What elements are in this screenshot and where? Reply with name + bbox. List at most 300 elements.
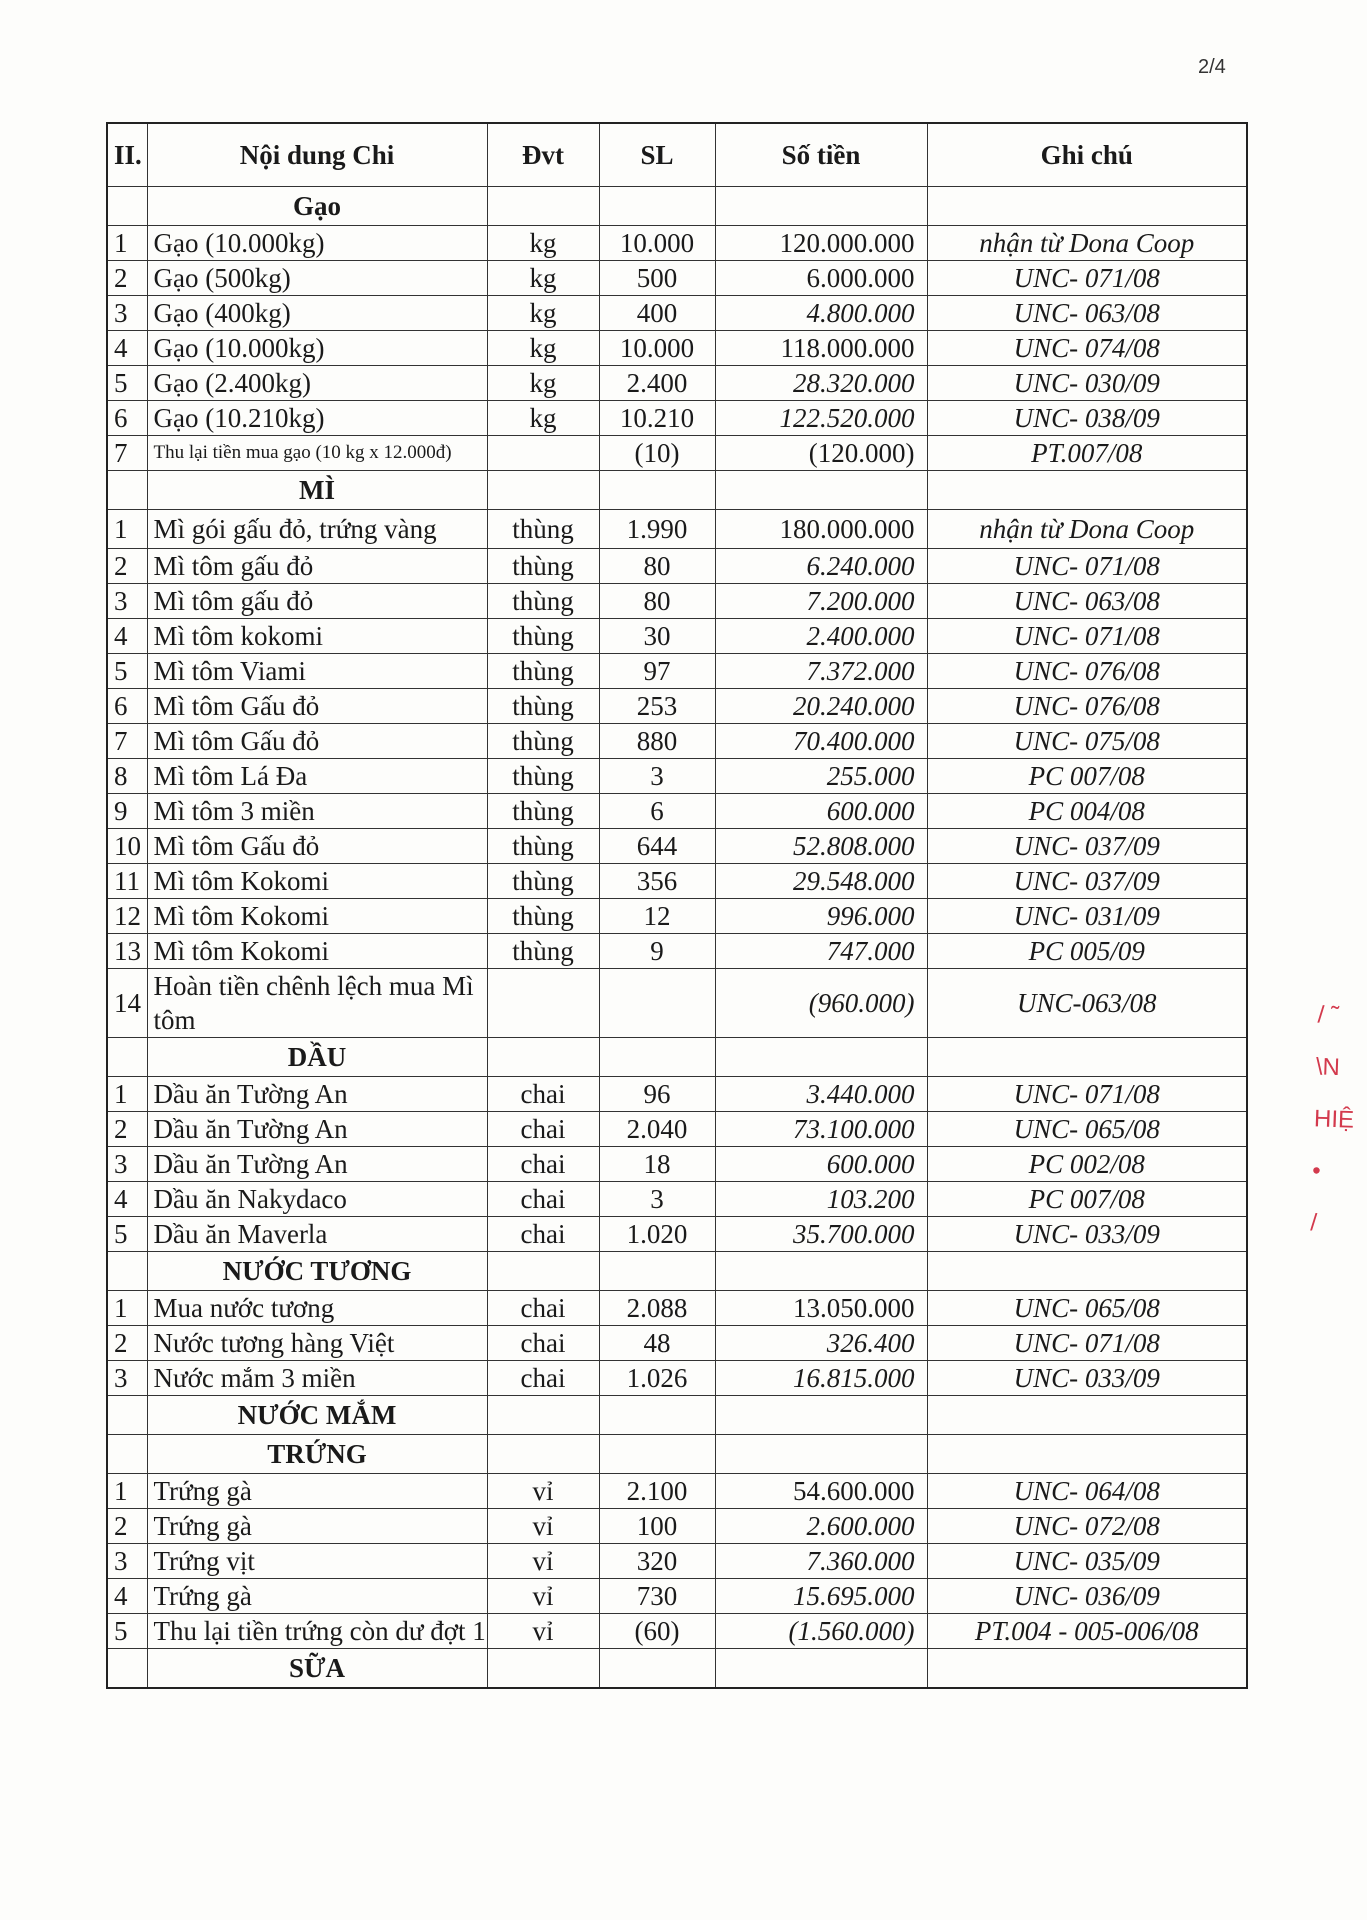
item-quantity: 18 xyxy=(599,1147,715,1182)
section-empty-cell xyxy=(599,1396,715,1435)
section-row xyxy=(107,1649,1247,1689)
table-row xyxy=(107,401,1247,436)
item-unit: kg xyxy=(487,226,599,261)
section-empty-cell xyxy=(487,187,599,226)
item-name: Gạo (10.210kg) xyxy=(147,401,487,436)
section-empty-cell xyxy=(599,471,715,510)
section-row xyxy=(107,471,1247,510)
row-number: 6 xyxy=(107,689,147,724)
item-note: UNC- 076/08 xyxy=(927,689,1247,724)
item-unit: chai xyxy=(487,1217,599,1252)
section-empty-cell xyxy=(487,471,599,510)
item-note: UNC- 030/09 xyxy=(927,366,1247,401)
row-number: 10 xyxy=(107,829,147,864)
col-unit-header: Đvt xyxy=(487,123,599,187)
item-name: Mì gói gấu đỏ, trứng vàng xyxy=(147,510,487,549)
item-unit: thùng xyxy=(487,829,599,864)
row-number: 2 xyxy=(107,1112,147,1147)
item-unit: vỉ xyxy=(487,1509,599,1544)
table-row xyxy=(107,864,1247,899)
item-unit: chai xyxy=(487,1361,599,1396)
item-quantity: 730 xyxy=(599,1579,715,1614)
item-note: UNC- 071/08 xyxy=(927,1077,1247,1112)
item-quantity: 10.000 xyxy=(599,331,715,366)
stamp-line: \N xyxy=(1315,1053,1341,1082)
item-quantity: 10.210 xyxy=(599,401,715,436)
stamp-line: • xyxy=(1311,1157,1322,1185)
section-empty-cell xyxy=(599,1252,715,1291)
section-empty-cell xyxy=(715,187,927,226)
item-unit: chai xyxy=(487,1147,599,1182)
item-name: Gạo (400kg) xyxy=(147,296,487,331)
item-name: Nước mắm 3 miền xyxy=(147,1361,487,1396)
item-note: UNC- 063/08 xyxy=(927,296,1247,331)
item-quantity: 400 xyxy=(599,296,715,331)
table-row xyxy=(107,1112,1247,1147)
item-note: UNC- 063/08 xyxy=(927,584,1247,619)
row-number: 3 xyxy=(107,296,147,331)
item-note: UNC- 071/08 xyxy=(927,261,1247,296)
section-empty-cell xyxy=(487,1435,599,1474)
section-title: TRỨNG xyxy=(147,1435,487,1474)
section-row xyxy=(107,1038,1247,1077)
item-unit: kg xyxy=(487,401,599,436)
table-row xyxy=(107,584,1247,619)
section-row xyxy=(107,187,1247,226)
item-amount: 180.000.000 xyxy=(715,510,927,549)
header-row xyxy=(107,123,1247,187)
item-amount: 70.400.000 xyxy=(715,724,927,759)
row-number: 2 xyxy=(107,1326,147,1361)
item-name: Mua nước tương xyxy=(147,1291,487,1326)
item-unit: kg xyxy=(487,331,599,366)
item-quantity: 3 xyxy=(599,759,715,794)
item-quantity: 880 xyxy=(599,724,715,759)
section-empty-cell xyxy=(927,1396,1247,1435)
table-row xyxy=(107,829,1247,864)
item-unit: thùng xyxy=(487,794,599,829)
item-quantity: 30 xyxy=(599,619,715,654)
item-quantity: 10.000 xyxy=(599,226,715,261)
item-note: UNC- 036/09 xyxy=(927,1579,1247,1614)
row-number: 3 xyxy=(107,1361,147,1396)
item-unit: kg xyxy=(487,296,599,331)
row-number: 4 xyxy=(107,1182,147,1217)
item-amount: 2.400.000 xyxy=(715,619,927,654)
item-amount: 7.200.000 xyxy=(715,584,927,619)
item-amount: 996.000 xyxy=(715,899,927,934)
table-row xyxy=(107,436,1247,471)
item-quantity: 2.088 xyxy=(599,1291,715,1326)
item-note: UNC- 072/08 xyxy=(927,1509,1247,1544)
row-number: 1 xyxy=(107,510,147,549)
item-note: UNC- 076/08 xyxy=(927,654,1247,689)
item-unit: vỉ xyxy=(487,1474,599,1509)
item-amount: 7.372.000 xyxy=(715,654,927,689)
row-number: 13 xyxy=(107,934,147,969)
item-quantity: 500 xyxy=(599,261,715,296)
item-note: PT.004 - 005-006/08 xyxy=(927,1614,1247,1649)
section-index-cell xyxy=(107,471,147,510)
stamp-line: / xyxy=(1309,1209,1318,1237)
red-stamp-fragment xyxy=(1309,989,1358,1250)
row-number: 3 xyxy=(107,1147,147,1182)
row-number: 2 xyxy=(107,1509,147,1544)
row-number: 2 xyxy=(107,261,147,296)
item-unit: kg xyxy=(487,366,599,401)
item-quantity: 1.020 xyxy=(599,1217,715,1252)
item-amount: 4.800.000 xyxy=(715,296,927,331)
item-amount: 7.360.000 xyxy=(715,1544,927,1579)
item-quantity: 2.400 xyxy=(599,366,715,401)
row-number: 11 xyxy=(107,864,147,899)
item-note: PC 005/09 xyxy=(927,934,1247,969)
item-note: PT.007/08 xyxy=(927,436,1247,471)
section-row xyxy=(107,1435,1247,1474)
table-row xyxy=(107,1509,1247,1544)
item-unit: chai xyxy=(487,1077,599,1112)
table-row xyxy=(107,366,1247,401)
item-name: Mì tôm Lá Đa xyxy=(147,759,487,794)
item-unit: chai xyxy=(487,1326,599,1361)
section-empty-cell xyxy=(715,1649,927,1689)
section-empty-cell xyxy=(599,1649,715,1689)
item-amount: 600.000 xyxy=(715,794,927,829)
item-name: Mì tôm Kokomi xyxy=(147,934,487,969)
item-amount: (1.560.000) xyxy=(715,1614,927,1649)
item-amount: (120.000) xyxy=(715,436,927,471)
item-name: Dầu ăn Tường An xyxy=(147,1112,487,1147)
section-empty-cell xyxy=(927,1252,1247,1291)
table-row xyxy=(107,1147,1247,1182)
item-name: Nước tương hàng Việt xyxy=(147,1326,487,1361)
section-empty-cell xyxy=(715,1252,927,1291)
item-note: UNC- 071/08 xyxy=(927,549,1247,584)
item-name: Mì tôm Kokomi xyxy=(147,864,487,899)
row-number: 5 xyxy=(107,1217,147,1252)
item-quantity: 9 xyxy=(599,934,715,969)
table-row xyxy=(107,689,1247,724)
item-amount: 6.240.000 xyxy=(715,549,927,584)
item-name: Mì tôm Kokomi xyxy=(147,899,487,934)
item-unit: chai xyxy=(487,1291,599,1326)
item-note: UNC- 033/09 xyxy=(927,1361,1247,1396)
item-amount: 16.815.000 xyxy=(715,1361,927,1396)
section-empty-cell xyxy=(487,1649,599,1689)
item-name: Dầu ăn Tường An xyxy=(147,1147,487,1182)
item-quantity: 2.100 xyxy=(599,1474,715,1509)
item-amount: 28.320.000 xyxy=(715,366,927,401)
item-amount: 118.000.000 xyxy=(715,331,927,366)
item-note: PC 002/08 xyxy=(927,1147,1247,1182)
table-row xyxy=(107,1474,1247,1509)
section-title: NƯỚC TƯƠNG xyxy=(147,1252,487,1291)
table-row xyxy=(107,1217,1247,1252)
item-amount: 3.440.000 xyxy=(715,1077,927,1112)
item-quantity: 2.040 xyxy=(599,1112,715,1147)
item-unit: thùng xyxy=(487,654,599,689)
section-title: MÌ xyxy=(147,471,487,510)
item-quantity: 96 xyxy=(599,1077,715,1112)
col-quantity-header: SL xyxy=(599,123,715,187)
table-row xyxy=(107,1291,1247,1326)
section-index-cell xyxy=(107,1252,147,1291)
row-number: 4 xyxy=(107,331,147,366)
item-amount: 54.600.000 xyxy=(715,1474,927,1509)
item-note: PC 007/08 xyxy=(927,1182,1247,1217)
item-amount: (960.000) xyxy=(715,969,927,1038)
item-note: UNC- 064/08 xyxy=(927,1474,1247,1509)
item-quantity: 3 xyxy=(599,1182,715,1217)
item-name: Mì tôm Gấu đỏ xyxy=(147,689,487,724)
page-number: 2/4 xyxy=(1198,56,1226,78)
item-amount: 20.240.000 xyxy=(715,689,927,724)
item-quantity: (10) xyxy=(599,436,715,471)
item-amount: 600.000 xyxy=(715,1147,927,1182)
item-unit: chai xyxy=(487,1182,599,1217)
section-empty-cell xyxy=(599,1038,715,1077)
table-row xyxy=(107,1544,1247,1579)
table-row xyxy=(107,899,1247,934)
row-number: 6 xyxy=(107,401,147,436)
row-number: 1 xyxy=(107,226,147,261)
item-amount: 6.000.000 xyxy=(715,261,927,296)
table-row xyxy=(107,1614,1247,1649)
item-name: Mì tôm kokomi xyxy=(147,619,487,654)
item-name: Mì tôm gấu đỏ xyxy=(147,584,487,619)
item-name: Dầu ăn Maverla xyxy=(147,1217,487,1252)
item-name: Thu lại tiền mua gạo (10 kg x 12.000đ) xyxy=(147,436,487,471)
table-row xyxy=(107,1579,1247,1614)
item-amount: 13.050.000 xyxy=(715,1291,927,1326)
item-amount: 326.400 xyxy=(715,1326,927,1361)
item-name: Mì tôm Gấu đỏ xyxy=(147,724,487,759)
section-index-cell xyxy=(107,187,147,226)
item-quantity: 1.026 xyxy=(599,1361,715,1396)
item-name: Hoàn tiền chênh lệch mua Mì tôm xyxy=(147,969,487,1038)
section-title: SỮA xyxy=(147,1649,487,1689)
item-note: UNC- 065/08 xyxy=(927,1291,1247,1326)
item-unit xyxy=(487,969,599,1038)
item-unit: vỉ xyxy=(487,1614,599,1649)
item-name: Trứng gà xyxy=(147,1579,487,1614)
item-quantity: 1.990 xyxy=(599,510,715,549)
item-unit: thùng xyxy=(487,619,599,654)
item-note: UNC- 035/09 xyxy=(927,1544,1247,1579)
section-index-cell xyxy=(107,1649,147,1689)
item-amount: 35.700.000 xyxy=(715,1217,927,1252)
item-amount: 52.808.000 xyxy=(715,829,927,864)
expense-table xyxy=(106,122,1248,1689)
item-name: Trứng vịt xyxy=(147,1544,487,1579)
section-empty-cell xyxy=(715,1435,927,1474)
row-number: 3 xyxy=(107,584,147,619)
item-quantity: 644 xyxy=(599,829,715,864)
row-number: 4 xyxy=(107,619,147,654)
item-note: UNC- 037/09 xyxy=(927,864,1247,899)
row-number: 12 xyxy=(107,899,147,934)
item-amount: 747.000 xyxy=(715,934,927,969)
section-empty-cell xyxy=(599,1435,715,1474)
item-name: Trứng gà xyxy=(147,1474,487,1509)
item-unit: thùng xyxy=(487,934,599,969)
section-title: NƯỚC MẮM xyxy=(147,1396,487,1435)
item-name: Gạo (10.000kg) xyxy=(147,226,487,261)
row-number: 1 xyxy=(107,1474,147,1509)
table-row xyxy=(107,654,1247,689)
section-empty-cell xyxy=(927,1435,1247,1474)
item-unit: thùng xyxy=(487,510,599,549)
section-index-cell xyxy=(107,1396,147,1435)
section-empty-cell xyxy=(487,1038,599,1077)
item-quantity: 253 xyxy=(599,689,715,724)
item-unit: thùng xyxy=(487,689,599,724)
item-amount: 29.548.000 xyxy=(715,864,927,899)
item-quantity: 100 xyxy=(599,1509,715,1544)
row-number: 7 xyxy=(107,436,147,471)
item-amount: 103.200 xyxy=(715,1182,927,1217)
section-row xyxy=(107,1396,1247,1435)
table-row xyxy=(107,934,1247,969)
item-quantity: 356 xyxy=(599,864,715,899)
item-note: UNC- 037/09 xyxy=(927,829,1247,864)
section-empty-cell xyxy=(715,1038,927,1077)
item-quantity: (60) xyxy=(599,1614,715,1649)
section-row xyxy=(107,1252,1247,1291)
item-name: Mì tôm Viami xyxy=(147,654,487,689)
table-row xyxy=(107,969,1247,1038)
item-note: UNC- 074/08 xyxy=(927,331,1247,366)
section-empty-cell xyxy=(599,187,715,226)
col-index-header: II. xyxy=(107,123,147,187)
table-row xyxy=(107,331,1247,366)
item-unit: chai xyxy=(487,1112,599,1147)
item-note: nhận từ Dona Coop xyxy=(927,226,1247,261)
table-row xyxy=(107,226,1247,261)
section-empty-cell xyxy=(487,1396,599,1435)
item-quantity: 6 xyxy=(599,794,715,829)
item-name: Dầu ăn Tường An xyxy=(147,1077,487,1112)
table-row xyxy=(107,619,1247,654)
item-quantity: 12 xyxy=(599,899,715,934)
item-note: UNC- 075/08 xyxy=(927,724,1247,759)
section-empty-cell xyxy=(927,1038,1247,1077)
item-name: Mì tôm gấu đỏ xyxy=(147,549,487,584)
item-unit: vỉ xyxy=(487,1544,599,1579)
section-empty-cell xyxy=(715,471,927,510)
table-row xyxy=(107,510,1247,549)
section-title: Gạo xyxy=(147,187,487,226)
row-number: 3 xyxy=(107,1544,147,1579)
table-row xyxy=(107,794,1247,829)
row-number: 14 xyxy=(107,969,147,1038)
section-empty-cell xyxy=(715,1396,927,1435)
table-row xyxy=(107,759,1247,794)
table-row xyxy=(107,296,1247,331)
stamp-line: / ̃ xyxy=(1317,1001,1332,1029)
item-unit xyxy=(487,436,599,471)
col-note-header: Ghi chú xyxy=(927,123,1247,187)
item-unit: thùng xyxy=(487,899,599,934)
item-unit: thùng xyxy=(487,724,599,759)
item-note: nhận từ Dona Coop xyxy=(927,510,1247,549)
item-note: UNC-063/08 xyxy=(927,969,1247,1038)
item-name: Mì tôm 3 miền xyxy=(147,794,487,829)
item-amount: 255.000 xyxy=(715,759,927,794)
section-index-cell xyxy=(107,1435,147,1474)
table-row xyxy=(107,1077,1247,1112)
item-quantity: 97 xyxy=(599,654,715,689)
item-quantity: 80 xyxy=(599,549,715,584)
table-body xyxy=(107,187,1247,1689)
row-number: 5 xyxy=(107,654,147,689)
section-index-cell xyxy=(107,1038,147,1077)
item-unit: thùng xyxy=(487,549,599,584)
item-name: Gạo (2.400kg) xyxy=(147,366,487,401)
item-note: UNC- 071/08 xyxy=(927,1326,1247,1361)
item-name: Mì tôm Gấu đỏ xyxy=(147,829,487,864)
item-note: UNC- 071/08 xyxy=(927,619,1247,654)
item-unit: kg xyxy=(487,261,599,296)
table-row xyxy=(107,261,1247,296)
item-quantity: 320 xyxy=(599,1544,715,1579)
item-note: UNC- 065/08 xyxy=(927,1112,1247,1147)
item-quantity xyxy=(599,969,715,1038)
item-unit: thùng xyxy=(487,864,599,899)
row-number: 8 xyxy=(107,759,147,794)
row-number: 5 xyxy=(107,1614,147,1649)
item-unit: thùng xyxy=(487,759,599,794)
item-amount: 122.520.000 xyxy=(715,401,927,436)
row-number: 7 xyxy=(107,724,147,759)
item-amount: 15.695.000 xyxy=(715,1579,927,1614)
item-note: UNC- 031/09 xyxy=(927,899,1247,934)
item-unit: vỉ xyxy=(487,1579,599,1614)
section-empty-cell xyxy=(927,471,1247,510)
item-note: UNC- 038/09 xyxy=(927,401,1247,436)
stamp-line: HIỆ xyxy=(1313,1105,1355,1134)
row-number: 5 xyxy=(107,366,147,401)
item-name: Dầu ăn Nakydaco xyxy=(147,1182,487,1217)
item-name: Gạo (500kg) xyxy=(147,261,487,296)
item-name: Gạo (10.000kg) xyxy=(147,331,487,366)
item-note: PC 007/08 xyxy=(927,759,1247,794)
table-row xyxy=(107,724,1247,759)
item-quantity: 48 xyxy=(599,1326,715,1361)
section-empty-cell xyxy=(487,1252,599,1291)
row-number: 4 xyxy=(107,1579,147,1614)
section-title: DẦU xyxy=(147,1038,487,1077)
item-quantity: 80 xyxy=(599,584,715,619)
table-row xyxy=(107,1326,1247,1361)
item-amount: 2.600.000 xyxy=(715,1509,927,1544)
item-name: Trứng gà xyxy=(147,1509,487,1544)
item-note: UNC- 033/09 xyxy=(927,1217,1247,1252)
row-number: 2 xyxy=(107,549,147,584)
item-amount: 73.100.000 xyxy=(715,1112,927,1147)
item-amount: 120.000.000 xyxy=(715,226,927,261)
section-empty-cell xyxy=(927,187,1247,226)
row-number: 9 xyxy=(107,794,147,829)
item-unit: thùng xyxy=(487,584,599,619)
row-number: 1 xyxy=(107,1291,147,1326)
item-name: Thu lại tiền trứng còn dư đợt 1 xyxy=(147,1614,487,1649)
table-row xyxy=(107,1182,1247,1217)
table-row xyxy=(107,549,1247,584)
col-amount-header: Số tiền xyxy=(715,123,927,187)
table-row xyxy=(107,1361,1247,1396)
col-description-header: Nội dung Chi xyxy=(147,123,487,187)
